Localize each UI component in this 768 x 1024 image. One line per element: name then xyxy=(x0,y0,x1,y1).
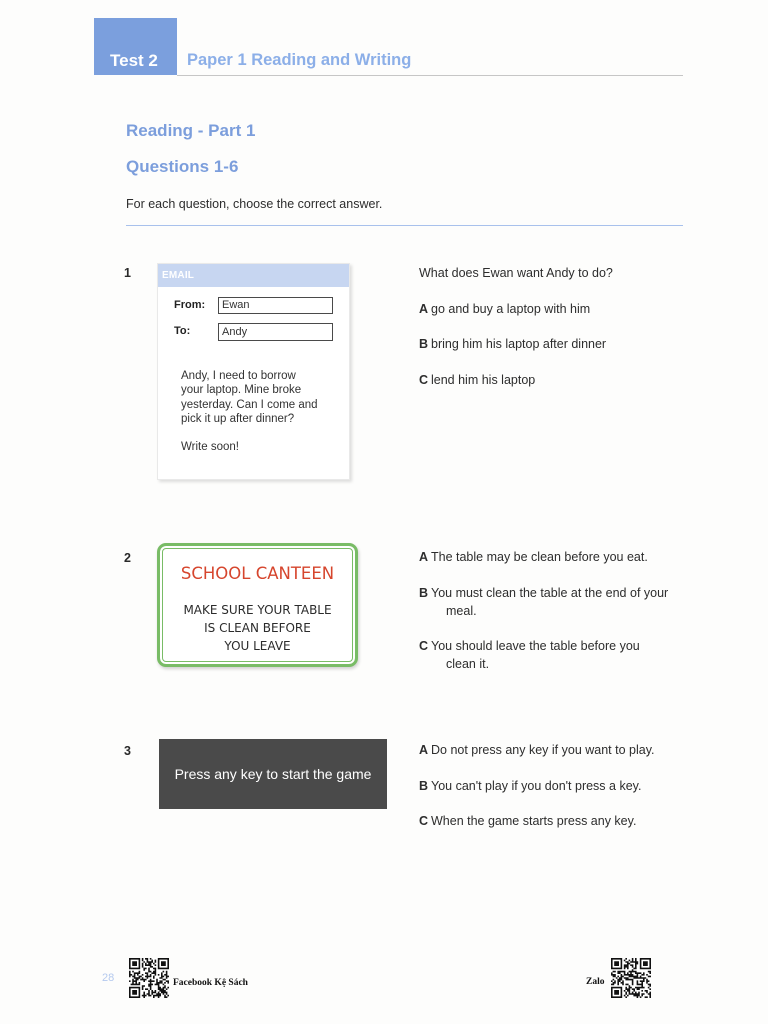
qr-code-icon xyxy=(611,958,651,998)
test-label: Test 2 xyxy=(110,51,158,70)
from-field xyxy=(218,297,333,314)
option-text: You must clean the table at the end of your meal. xyxy=(431,585,669,618)
option-letter: B xyxy=(419,585,429,600)
email-header xyxy=(158,264,349,287)
option-c xyxy=(419,812,699,830)
footer-facebook-label: Facebook Kệ Sách xyxy=(173,978,248,988)
section-rule xyxy=(126,225,683,226)
option-text: The table may be clean before you eat. xyxy=(431,550,648,564)
questions-range: Questions 1-6 xyxy=(126,157,239,176)
email-body: Andy, I need to borrow your laptop. Mine broke yesterday. Can I come and pick it up after dinner? xyxy=(181,370,318,425)
option-a xyxy=(419,300,699,318)
option-b xyxy=(419,335,699,353)
option-c xyxy=(419,637,699,673)
email-sign-off: Write soon! xyxy=(181,441,239,453)
option-text: When the game starts press any key. xyxy=(431,814,637,828)
header-rule xyxy=(177,75,683,76)
option-a xyxy=(419,548,699,566)
option-b xyxy=(419,777,699,795)
option-letter: B xyxy=(419,778,429,793)
option-text: lend him his laptop xyxy=(431,372,536,387)
option-letter: A xyxy=(419,301,429,316)
game-screen xyxy=(159,739,387,809)
sign-message: MAKE SURE YOUR TABLE IS CLEAN BEFORE YOU LEAVE xyxy=(183,603,332,653)
email-header-label: EMAIL xyxy=(162,270,195,281)
answer-options xyxy=(419,264,699,389)
option-text: You can't play if you don't press a key. xyxy=(431,778,642,793)
from-label: From: xyxy=(174,299,206,311)
option-letter: A xyxy=(419,550,429,564)
instruction-text: For each question, choose the correct answer. xyxy=(126,197,383,211)
game-screen-message: Press any key to start the game xyxy=(174,766,372,782)
option-a xyxy=(419,741,699,759)
question-number: 1 xyxy=(124,266,131,280)
option-letter: C xyxy=(419,639,429,653)
option-letter: A xyxy=(419,743,429,757)
to-label: To: xyxy=(174,325,191,337)
sign-title: SCHOOL CANTEEN xyxy=(180,564,335,583)
test-tab xyxy=(94,18,177,75)
question-number: 2 xyxy=(124,551,131,565)
to-field xyxy=(218,323,333,341)
paper-title: Paper 1 Reading and Writing xyxy=(187,51,412,69)
option-text: You should leave the table before you clean it. xyxy=(431,639,640,671)
option-text: go and buy a laptop with him xyxy=(431,301,591,316)
qr-code-icon xyxy=(129,958,169,998)
question-prompt: What does Ewan want Andy to do? xyxy=(419,266,613,280)
option-letter: B xyxy=(419,337,429,351)
option-c xyxy=(419,371,699,389)
option-letter: C xyxy=(419,372,429,387)
question-number: 3 xyxy=(124,744,131,758)
canteen-sign xyxy=(157,543,358,667)
to-value: Andy xyxy=(222,326,248,338)
option-text: Do not press any key if you want to play. xyxy=(431,743,655,757)
answer-options xyxy=(419,548,699,673)
part-title: Reading - Part 1 xyxy=(126,121,256,140)
page-number: 28 xyxy=(102,972,115,984)
footer-zalo-label: Zalo xyxy=(586,977,605,987)
from-value: Ewan xyxy=(222,299,250,311)
option-text: bring him his laptop after dinner xyxy=(431,337,607,351)
email-card xyxy=(157,263,350,480)
option-letter: C xyxy=(419,814,429,828)
option-b xyxy=(419,584,699,620)
answer-options xyxy=(419,741,699,830)
